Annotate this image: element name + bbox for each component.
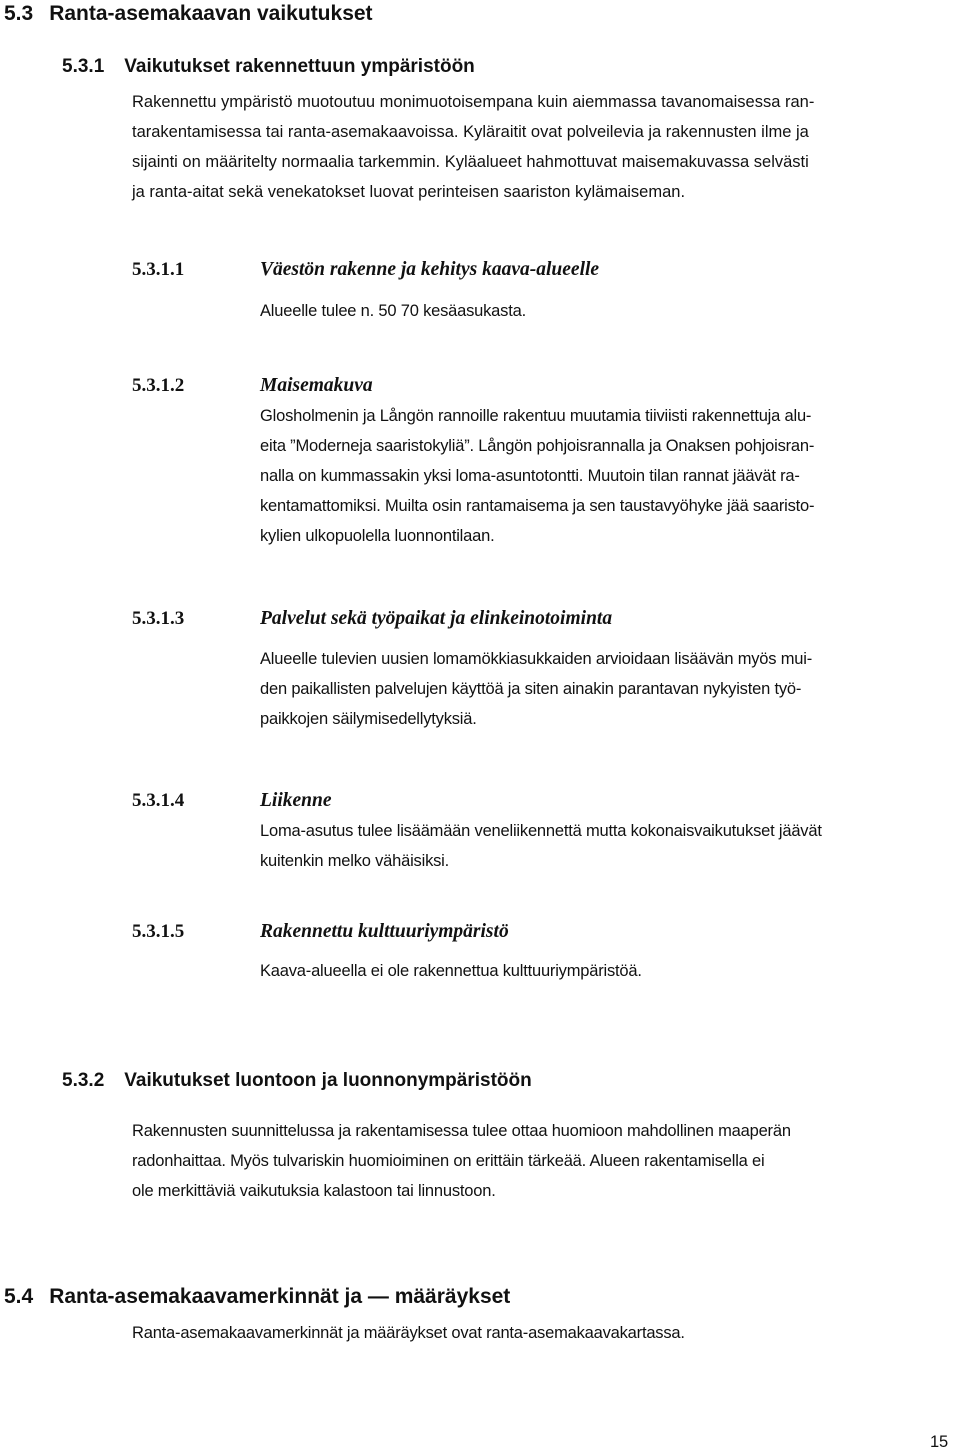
section-title: Ranta-asemakaavan vaikutukset — [49, 2, 373, 25]
paragraph-line: nalla on kummassakin yksi loma-asuntotontti. Muutoin tilan rannat jäävät ra- — [260, 467, 800, 485]
paragraph-line: Alueelle tulee n. 50 70 kesäasukasta. — [260, 302, 526, 320]
section-heading-5-3-1 — [62, 55, 475, 79]
paragraph-line: kylien ulkopuolella luonnontilaan. — [260, 527, 495, 545]
subsection-title: Väestön rakenne ja kehitys kaava-alueelle — [260, 259, 600, 280]
paragraph-line: Rakennettu ympäristö muotoutuu monimuotoisempana kuin aiemmassa tavanomaisessa ran- — [132, 93, 815, 111]
section-title: Vaikutukset rakennettuun ympäristöön — [124, 56, 475, 77]
paragraph-line: Kaava-alueella ei ole rakennettua kulttuuriympäristöä. — [260, 962, 642, 980]
section-number: 5.4 — [4, 1285, 34, 1308]
paragraph-5-3-1-2 — [260, 401, 814, 551]
paragraph-line: den paikallisten palvelujen käyttöä ja siten ainakin parantavan nykyisten työ- — [260, 680, 802, 698]
paragraph-line: Alueelle tulevien uusien lomamökkiasukkaiden arvioidaan lisäävän myös mui- — [260, 650, 812, 668]
section-title: Ranta-asemakaavamerkinnät ja — määräykset — [49, 1285, 511, 1308]
subsection-number: 5.3.1.3 — [132, 608, 185, 629]
paragraph-line: paikkojen säilymisedellytyksiä. — [260, 710, 477, 728]
section-heading-5-3 — [4, 1, 373, 27]
paragraph-line: ja ranta-aitat sekä venekatokset luovat perinteisen saariston kylämaiseman. — [132, 183, 686, 201]
paragraph-5-3-1-1 — [260, 296, 526, 326]
section-number: 5.3.2 — [62, 1070, 105, 1091]
paragraph-line: tarakentamisessa tai ranta-asemakaavoissa. Kyläraitit ovat polveilevia ja rakennusten ilme ja — [132, 123, 809, 141]
paragraph-line: Loma-asutus tulee lisäämään veneliikennettä mutta kokonaisvaikutukset jäävät — [260, 822, 822, 840]
paragraph-line: Glosholmenin ja Långön rannoille rakentuu muutamia tiiviisti rakennettuja alu- — [260, 407, 812, 425]
paragraph-5-4 — [132, 1318, 685, 1348]
paragraph-line: Ranta-asemakaavamerkinnät ja määräykset ovat ranta-asemakaavakartassa. — [132, 1324, 685, 1342]
paragraph-5-3-1 — [132, 87, 814, 207]
paragraph-5-3-1-5 — [260, 956, 642, 986]
paragraph-5-3-1-4 — [260, 816, 822, 876]
subsection-number: 5.3.1.2 — [132, 375, 185, 396]
paragraph-line: kuitenkin melko vähäisiksi. — [260, 852, 450, 870]
paragraph-line: radonhaittaa. Myös tulvariskin huomioiminen on erittäin tärkeää. Alueen rakentamisella ei — [132, 1152, 765, 1170]
section-number: 5.3 — [4, 2, 34, 25]
paragraph-5-3-1-3 — [260, 644, 812, 734]
subsection-number: 5.3.1.1 — [132, 259, 185, 280]
section-heading-5-3-2 — [62, 1069, 532, 1093]
subsection-title: Maisemakuva — [260, 375, 373, 396]
paragraph-line: ole merkittäviä vaikutuksia kalastoon tai linnustoon. — [132, 1182, 496, 1200]
subsection-number: 5.3.1.4 — [132, 790, 185, 811]
subsection-number: 5.3.1.5 — [132, 921, 185, 942]
section-title: Vaikutukset luontoon ja luonnonympäristöön — [124, 1070, 532, 1091]
paragraph-line: Rakennusten suunnittelussa ja rakentamisessa tulee ottaa huomioon mahdollinen maaperän — [132, 1122, 791, 1140]
subsection-title: Liikenne — [260, 790, 332, 811]
paragraph-line: kentamattomiksi. Muilta osin rantamaisema ja sen taustavyöhyke jää saaristo- — [260, 497, 815, 515]
subsection-title: Palvelut sekä työpaikat ja elinkeinotoiminta — [260, 608, 613, 629]
section-heading-5-4 — [4, 1284, 510, 1310]
paragraph-line: sijainti on määritelty normaalia tarkemmin. Kyläalueet hahmottuvat maisemakuvassa selvästi — [132, 153, 809, 171]
page-number: 15 — [930, 1433, 948, 1451]
paragraph-line: eita ”Moderneja saaristokyliä”. Långön pohjoisrannalla ja Onaksen pohjoisran- — [260, 437, 815, 455]
section-number: 5.3.1 — [62, 56, 105, 77]
paragraph-5-3-2 — [132, 1116, 791, 1206]
subsection-title: Rakennettu kulttuuriympäristö — [260, 921, 509, 942]
